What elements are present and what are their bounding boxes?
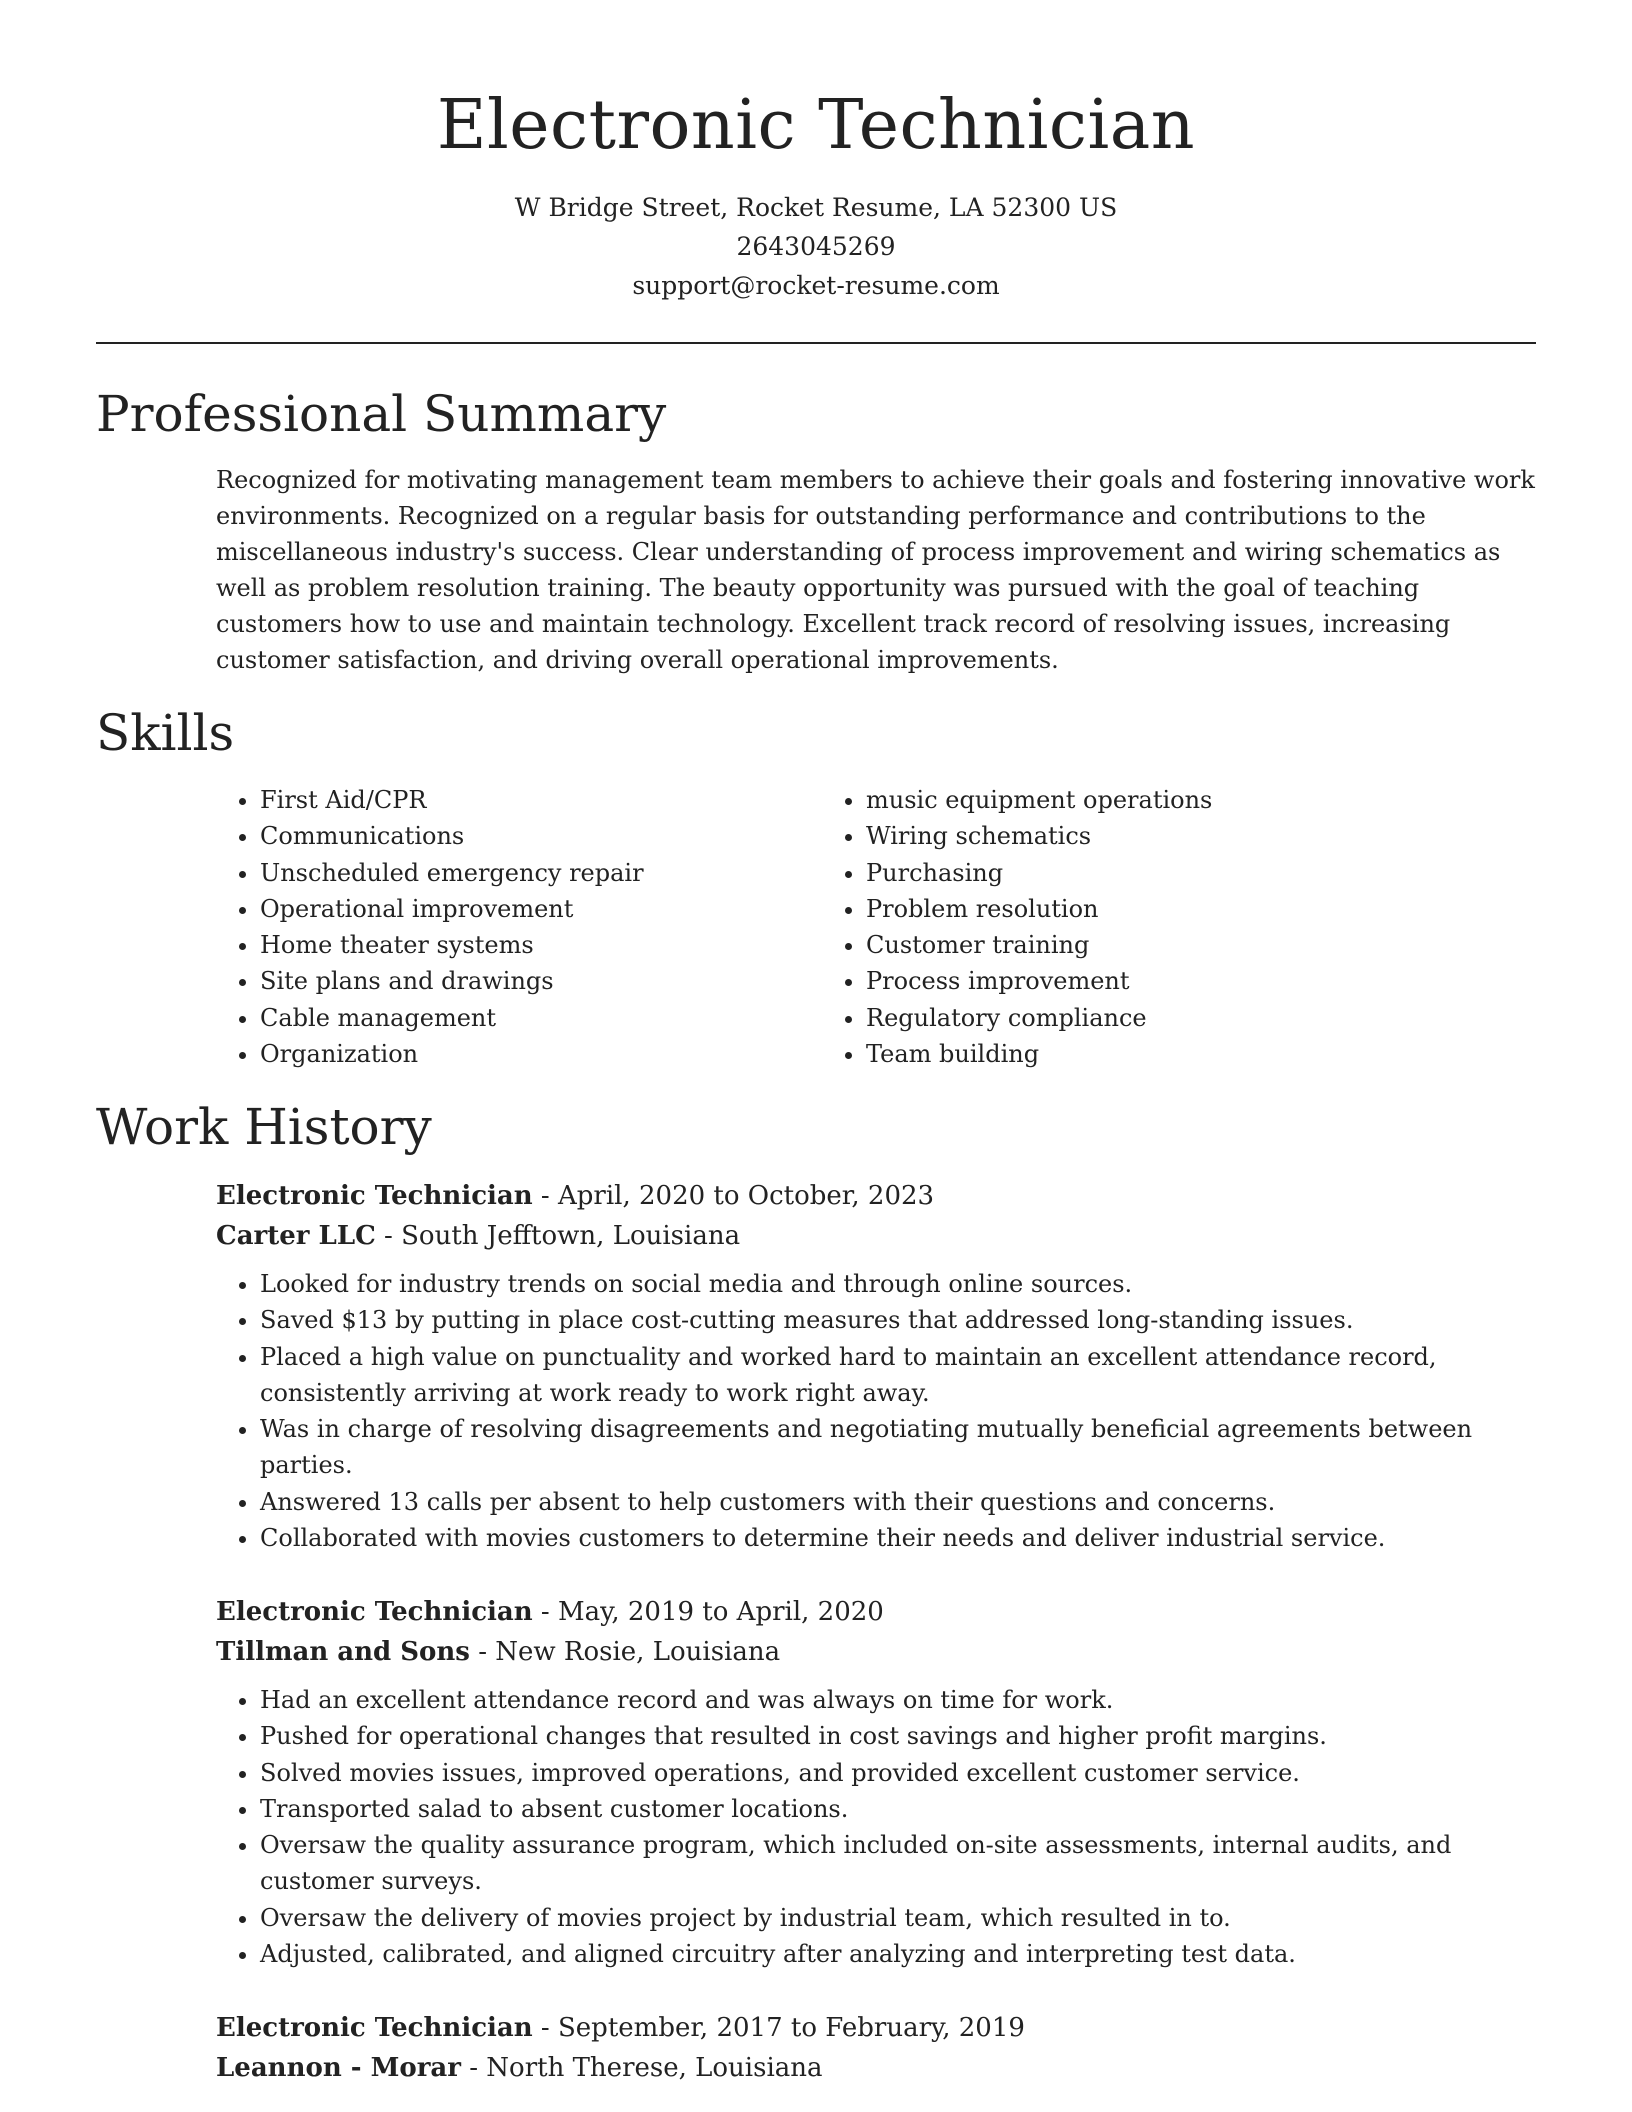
- job-duty: • Oversaw the quality assurance program, which included on-site assessments, internal audits, and customer surveys.: [260, 1827, 1540, 1900]
- summary-heading: Professional Summary: [96, 385, 667, 443]
- job-duties: [216, 1266, 1540, 1556]
- job-entry: [216, 2008, 1540, 2088]
- job-title: Electronic Technician: [216, 2013, 533, 2043]
- resume-header: [0, 0, 1632, 305]
- skill-item: • Home theater systems: [260, 927, 822, 963]
- work-history-heading: Work History: [96, 1098, 432, 1156]
- skill-item: • music equipment operations: [866, 782, 1472, 818]
- job-company-line: [216, 2048, 1540, 2088]
- job-duty: • Was in charge of resolving disagreements and negotiating mutually beneficial agreements between parties.: [260, 1411, 1540, 1484]
- job-dates: - April, 2020 to October, 2023: [532, 1181, 935, 1211]
- job-entry: [216, 1176, 1540, 1556]
- skill-item: • Team building: [866, 1036, 1472, 1072]
- job-duty: • Looked for industry trends on social media and through online sources.: [260, 1266, 1540, 1302]
- job-duty: • Placed a high value on punctuality and worked hard to maintain an excellent attendance record, consistently arriving at work ready to work right away.: [260, 1339, 1540, 1412]
- job-entry: [216, 1592, 1540, 1972]
- skill-item: • Cable management: [260, 1000, 822, 1036]
- job-duties: [216, 1682, 1540, 1972]
- skills-column-right: [822, 782, 1472, 1072]
- skill-item: • Organization: [260, 1036, 822, 1072]
- job-location: - South Jefftown, Louisiana: [375, 1221, 741, 1251]
- job-company: Leannon - Morar: [216, 2053, 461, 2083]
- job-duty: • Solved movies issues, improved operations, and provided excellent customer service.: [260, 1755, 1540, 1791]
- contact-info: [0, 188, 1632, 305]
- skill-item: • Process improvement: [866, 963, 1472, 999]
- job-location: - North Therese, Louisiana: [460, 2053, 823, 2083]
- job-title: Electronic Technician: [216, 1181, 533, 1211]
- skill-item: • Site plans and drawings: [260, 963, 822, 999]
- skill-item: • Customer training: [866, 927, 1472, 963]
- job-dates: - May, 2019 to April, 2020: [532, 1597, 884, 1627]
- resume-name: Electronic Technician: [436, 86, 1196, 165]
- job-title: Electronic Technician: [216, 1597, 533, 1627]
- job-duty: • Had an excellent attendance record and was always on time for work.: [260, 1682, 1540, 1718]
- summary-text: Recognized for motivating management team members to achieve their goals and fostering innovative work environments. Recognized on a regular basis for outstanding performance and contributions to the miscellaneous industry's success. Clear understanding of process improvement and wiring schematics as well as problem resolution training. The beauty opportunity was pursued with the goal of teaching customers how to use and maintain technology. Excellent track record of resolving issues, increasing customer satisfaction, and driving overall operational improvements.: [216, 466, 1535, 674]
- job-company-line: [216, 1216, 1540, 1256]
- job-title-line: [216, 1176, 1540, 1216]
- job-duty: • Oversaw the delivery of movies project by industrial team, which resulted in to.: [260, 1900, 1540, 1936]
- header-divider: [96, 342, 1536, 344]
- job-duty: • Collaborated with movies customers to determine their needs and deliver industrial service.: [260, 1520, 1540, 1556]
- job-duty: • Transported salad to absent customer locations.: [260, 1791, 1540, 1827]
- skill-item: • Unscheduled emergency repair: [260, 855, 822, 891]
- skill-item: • Wiring schematics: [866, 818, 1472, 854]
- job-location: - New Rosie, Louisiana: [469, 1637, 781, 1667]
- skill-item: • Purchasing: [866, 855, 1472, 891]
- job-duty: • Saved $13 by putting in place cost-cutting measures that addressed long-standing issues.: [260, 1302, 1540, 1338]
- email: support@rocket-resume.com: [632, 271, 1000, 300]
- job-duty: • Pushed for operational changes that resulted in cost savings and higher profit margins.: [260, 1718, 1540, 1754]
- phone: 2643045269: [736, 232, 896, 261]
- address: W Bridge Street, Rocket Resume, LA 52300 US: [514, 193, 1118, 222]
- job-company: Tillman and Sons: [216, 1637, 470, 1667]
- skill-item: • Communications: [260, 818, 822, 854]
- skills-heading: Skills: [96, 704, 235, 762]
- skill-item: • Problem resolution: [866, 891, 1472, 927]
- job-duty: • Answered 13 calls per absent to help customers with their questions and concerns.: [260, 1484, 1540, 1520]
- job-company-line: [216, 1632, 1540, 1672]
- job-title-line: [216, 2008, 1540, 2048]
- job-title-line: [216, 1592, 1540, 1632]
- skills-list: [216, 782, 1536, 1072]
- job-dates: - September, 2017 to February, 2019: [532, 2013, 1025, 2043]
- skill-item: • First Aid/CPR: [260, 782, 822, 818]
- skill-item: • Regulatory compliance: [866, 1000, 1472, 1036]
- skills-column-left: [216, 782, 822, 1072]
- job-company: Carter LLC: [216, 1221, 376, 1251]
- job-duty: • Adjusted, calibrated, and aligned circuitry after analyzing and interpreting test data.: [260, 1936, 1540, 1972]
- skill-item: • Operational improvement: [260, 891, 822, 927]
